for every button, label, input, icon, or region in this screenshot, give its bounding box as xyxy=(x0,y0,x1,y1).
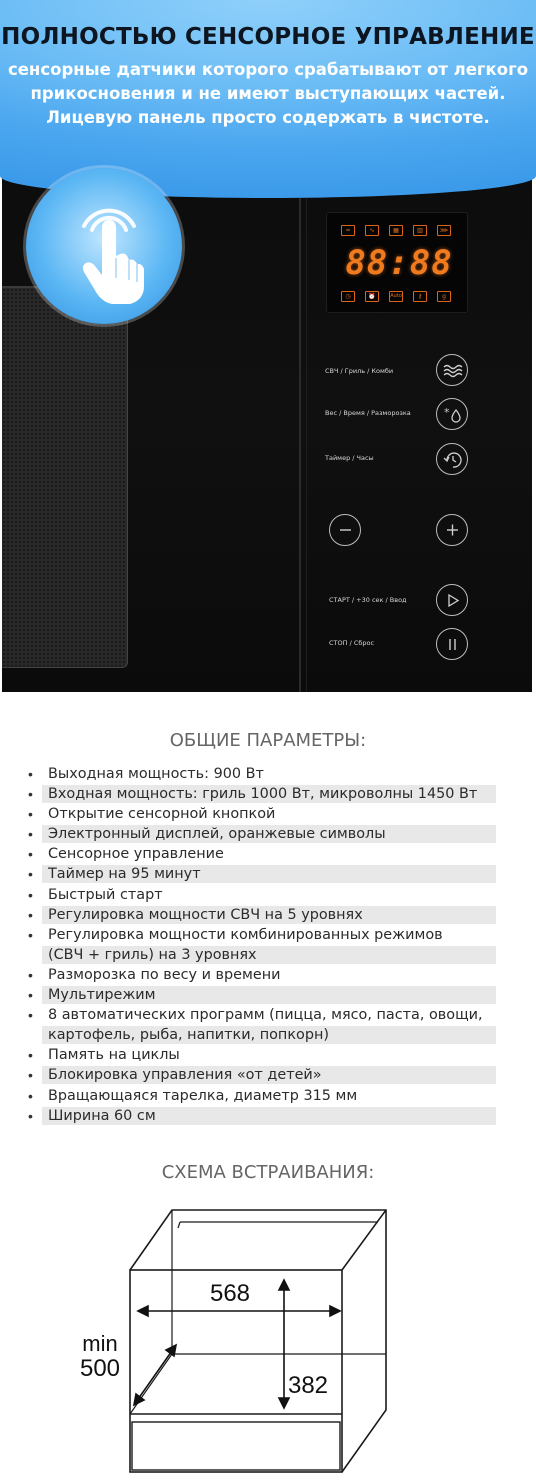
list-item-continuation: (СВЧ + гриль) на 3 уровнях xyxy=(28,945,498,965)
mode-label: СВЧ / Гриль / Комби xyxy=(325,367,394,375)
weight-g-label: g xyxy=(437,291,451,302)
hero-section xyxy=(0,0,536,700)
auto-label: Auto xyxy=(389,291,403,302)
bullet: • xyxy=(28,786,33,803)
bullet: • xyxy=(28,806,33,823)
list-item: • Разморозка по весу и времени xyxy=(28,966,281,983)
touch-hand-icon xyxy=(26,168,182,324)
bullet: • xyxy=(28,886,33,903)
height-value: 382 xyxy=(287,1372,329,1399)
cabinet-back-edges xyxy=(130,1210,386,1472)
timer-label: Таймер / Часы xyxy=(325,454,374,462)
banner-title: ПОЛНОСТЬЮ СЕНСОРНОЕ УПРАВЛЕНИЕ xyxy=(1,24,535,50)
defrost-mode-icon: ▥ xyxy=(413,225,427,236)
microwave-mode-icon: ≈ xyxy=(341,225,355,236)
list-item: • Вращающаяся тарелка, диаметр 315 мм xyxy=(28,1087,358,1104)
list-item: • 8 автоматических программ (пицца, мясо, паста, овощи, xyxy=(28,1007,483,1024)
snowflake-drop-icon xyxy=(437,399,469,431)
timer-icon: ⏰ xyxy=(365,291,379,302)
lower-drawer xyxy=(132,1422,340,1470)
bullet: • xyxy=(28,926,33,943)
height-arrow-head-bottom xyxy=(279,1398,289,1408)
microwave-door xyxy=(2,288,128,668)
bullet: • xyxy=(28,1007,33,1024)
banner-line: прикосновения и не имеют выступающих частей. xyxy=(30,84,506,103)
start-label: СТАРТ / +30 сек / Ввод xyxy=(329,596,407,604)
bullet: • xyxy=(28,766,33,782)
panel-divider xyxy=(299,198,301,692)
minus-button[interactable] xyxy=(329,514,361,546)
list-item: • Сенсорное управление xyxy=(28,846,224,863)
depth-arrow xyxy=(136,1348,174,1402)
width-value: 568 xyxy=(209,1280,251,1307)
minus-icon xyxy=(330,515,362,547)
list-item: • Память на циклы xyxy=(28,1047,180,1064)
play-icon xyxy=(437,585,469,617)
list-item: • Выходная мощность: 900 Вт xyxy=(28,766,264,782)
svg-text:*: * xyxy=(444,406,450,419)
lock-icon: ⚷ xyxy=(413,291,427,302)
list-item: • Электронный дисплей, оранжевые символы xyxy=(28,824,498,844)
bullet: • xyxy=(28,1047,33,1064)
plus-icon xyxy=(437,515,469,547)
weight-defrost-button[interactable] xyxy=(436,398,468,430)
pause-icon xyxy=(437,629,469,661)
mode-button[interactable] xyxy=(436,354,468,386)
panel-divider-shadow xyxy=(306,198,307,692)
grill-mode-icon: ∿ xyxy=(365,225,379,236)
min-value: 500 xyxy=(79,1355,121,1382)
bullet: • xyxy=(28,966,33,983)
led-display xyxy=(326,212,468,313)
list-item: • Блокировка управления «от детей» xyxy=(28,1065,498,1085)
combi-mode-icon: ▦ xyxy=(389,225,403,236)
banner-line: сенсорные датчики которого срабатывают от легкого xyxy=(7,60,529,79)
bullet: • xyxy=(28,866,33,883)
width-arrow-head-right xyxy=(330,1306,340,1316)
height-arrow-head-top xyxy=(279,1280,289,1290)
wave-icon xyxy=(437,355,469,387)
min-label: min xyxy=(82,1331,118,1356)
cabinet-top-right-edge xyxy=(342,1210,386,1270)
banner-line: Лицевую панель просто содержать в чистоте. xyxy=(46,108,490,127)
weight-label: Вес / Время / Разморозка xyxy=(325,409,411,417)
clock-refresh-icon xyxy=(437,444,469,476)
plus-button[interactable] xyxy=(436,514,468,546)
stop-label: СТОП / Сброс xyxy=(329,639,375,647)
bullet: • xyxy=(28,846,33,863)
bullet: • xyxy=(28,1087,33,1104)
list-item: • Быстрый старт xyxy=(28,886,163,903)
list-item: • Мультирежим xyxy=(28,985,498,1005)
installation-diagram xyxy=(70,1200,400,1480)
list-item: • Ширина 60 см xyxy=(28,1106,498,1126)
bullet: • xyxy=(28,1107,33,1124)
schema-title: СХЕМА ВСТРАИВАНИЯ: xyxy=(161,1162,375,1183)
list-item-continuation: картофель, рыба, напитки, попкорн) xyxy=(28,1025,498,1045)
stop-button[interactable] xyxy=(436,628,468,660)
clock-icon: ◷ xyxy=(341,291,355,302)
list-item: • Открытие сенсорной кнопкой xyxy=(28,806,276,823)
list-item: • Регулировка мощности комбинированных режимов xyxy=(28,926,443,943)
niche-floor-back xyxy=(130,1354,386,1414)
width-arrow-head-left xyxy=(138,1306,148,1316)
depth-arrow-head-high xyxy=(166,1345,176,1356)
bullet: • xyxy=(28,826,33,843)
params-list xyxy=(28,764,498,1126)
display-digits: 88:88 xyxy=(345,243,453,283)
list-item: • Таймер на 95 минут xyxy=(28,864,498,884)
list-item: • Входная мощность: гриль 1000 Вт, микроволны 1450 Вт xyxy=(28,784,498,804)
bullet: • xyxy=(28,1067,33,1084)
auto-program-icon: ⋙ xyxy=(437,225,451,236)
bullet: • xyxy=(28,906,33,923)
list-item: • Регулировка мощности СВЧ на 5 уровнях xyxy=(28,905,498,925)
params-title: ОБЩИЕ ПАРАМЕТРЫ: xyxy=(169,730,367,751)
timer-button[interactable] xyxy=(436,443,468,475)
bullet: • xyxy=(28,987,33,1004)
start-button[interactable] xyxy=(436,584,468,616)
